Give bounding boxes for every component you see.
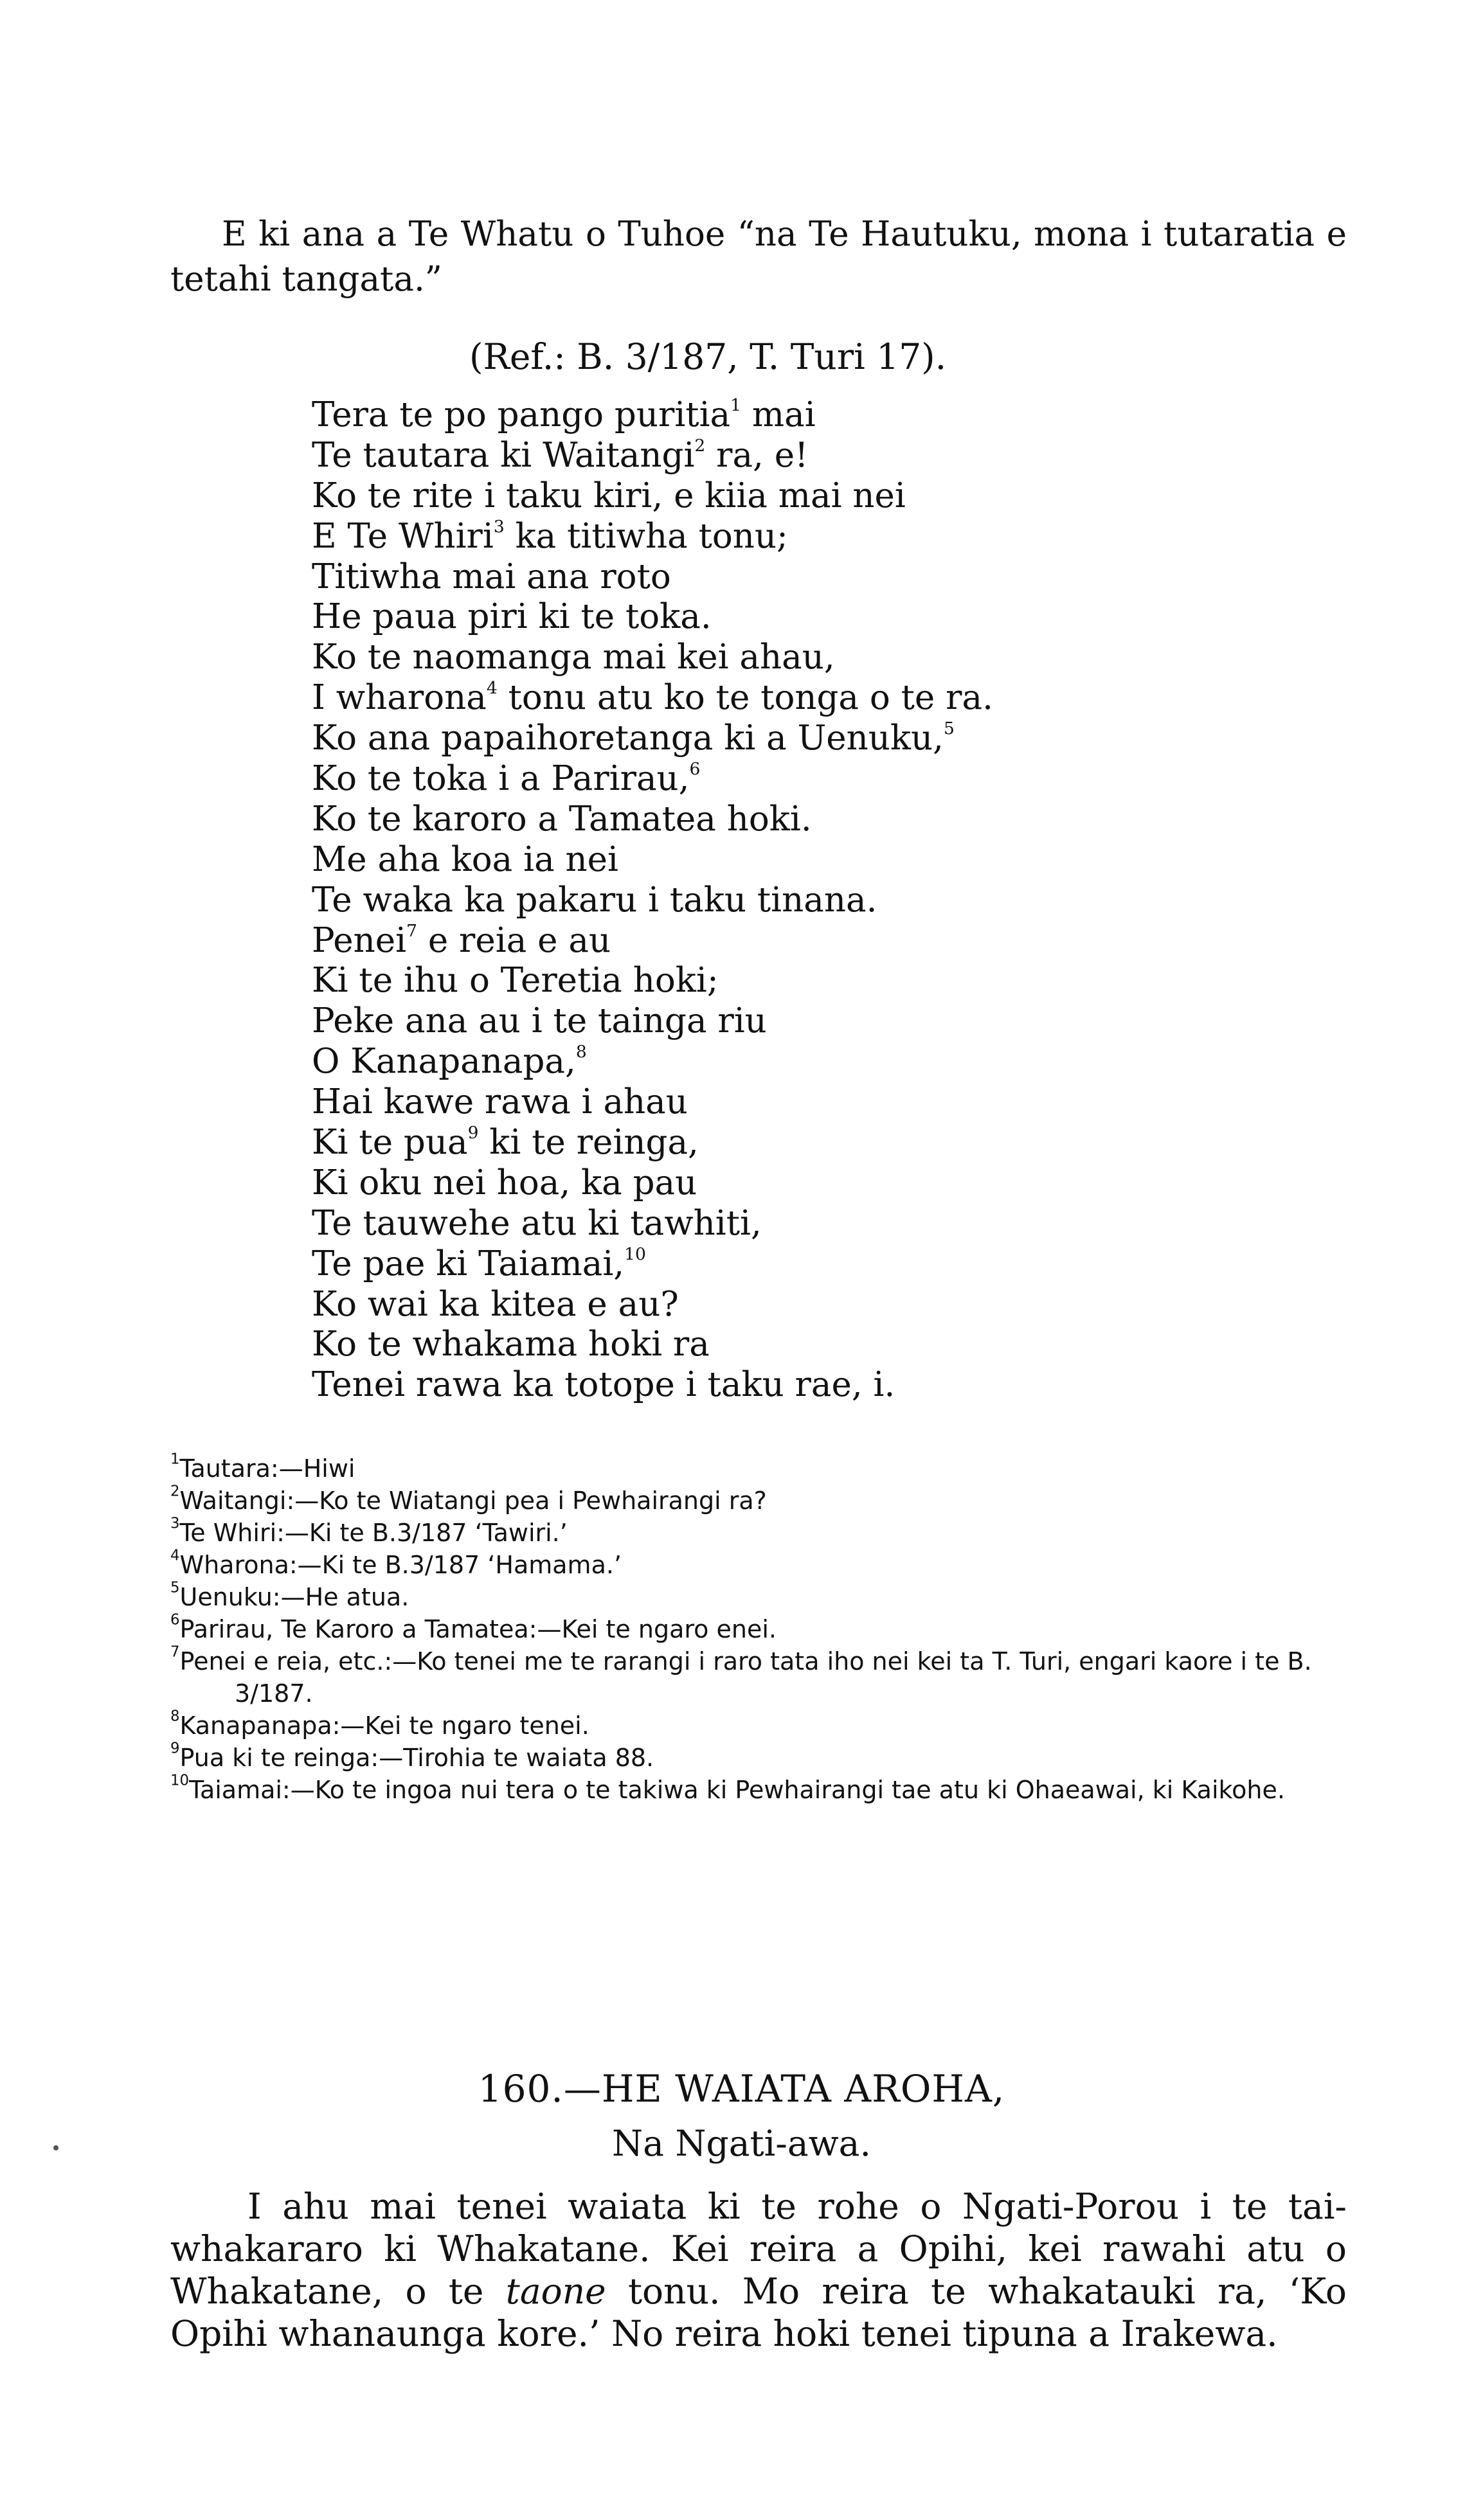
scan-speck bbox=[53, 2145, 58, 2150]
footnote-marker: 6 bbox=[689, 759, 701, 780]
poem-line-text-after: tonu atu ko te tonga o te ra. bbox=[497, 678, 993, 718]
footnote-number: 1 bbox=[170, 1451, 180, 1468]
poem-line-text: Ko te rite i taku kiri, e kiia mai nei bbox=[312, 476, 906, 515]
poem-line bbox=[312, 476, 993, 517]
footnote bbox=[170, 1742, 1347, 1774]
poem-line bbox=[312, 597, 993, 638]
footnote-number: 4 bbox=[170, 1547, 180, 1564]
poem-line-text: Ko ana papaihoretanga ki a Uenuku, bbox=[312, 719, 944, 758]
poem-line bbox=[312, 1001, 993, 1042]
poem-line-text-after: ka titiwha tonu; bbox=[504, 516, 788, 556]
poem-line-text: Penei bbox=[312, 920, 407, 960]
poem-line-text: I wharona bbox=[312, 678, 487, 718]
footnote-number: 9 bbox=[170, 1740, 180, 1757]
footnote-number: 5 bbox=[170, 1579, 180, 1596]
poem-line-text: Me aha koa ia nei bbox=[312, 839, 618, 879]
footnote-text: Waitangi:—Ko te Wiatangi pea i Pewhairangi ra? bbox=[179, 1487, 767, 1515]
poem-line-text: Titiwha mai ana roto bbox=[312, 557, 671, 596]
section-heading: 160.—HE WAIATA AROHA, bbox=[478, 2067, 1005, 2111]
poem-line-text: Tera te po pango puritia bbox=[312, 395, 731, 434]
poem-line-text: Te tautara ki Waitangi bbox=[312, 435, 695, 475]
footnote-text: Tautara:—Hiwi bbox=[179, 1454, 355, 1483]
poem-line bbox=[312, 436, 993, 476]
poem-line-text: Ko te toka i a Parirau, bbox=[312, 759, 690, 799]
footnote bbox=[170, 1549, 1347, 1581]
poem-line-text: Ko te whakama hoki ra bbox=[312, 1325, 710, 1364]
poem-line bbox=[312, 1163, 993, 1204]
footnote-text: Parirau, Te Karoro a Tamatea:—Kei te ngaro enei. bbox=[179, 1615, 777, 1643]
poem bbox=[312, 395, 993, 1406]
poem-line-text-after: e reia e au bbox=[417, 920, 611, 960]
poem-line bbox=[312, 961, 993, 1001]
footnote-text: Wharona:—Ki te B.3/187 ‘Hamama.’ bbox=[179, 1551, 622, 1579]
footnote bbox=[170, 1613, 1347, 1645]
poem-line bbox=[312, 517, 993, 557]
footnote-number: 2 bbox=[170, 1483, 180, 1500]
poem-line-text: Peke ana au i te tainga riu bbox=[312, 1001, 767, 1041]
footnote-number: 10 bbox=[170, 1772, 190, 1789]
footnote-text: Kanapanapa:—Kei te ngaro tenei. bbox=[179, 1711, 589, 1740]
footnote-marker: 3 bbox=[493, 516, 505, 537]
footnote-marker: 2 bbox=[694, 436, 706, 456]
paragraph-text-end: tonu. Mo reira te whakatauki ra, ‘Ko Opihi whanaunga kore.’ No reira hoki tenei tipuna a Irakewa. bbox=[170, 2271, 1347, 2354]
poem-line-text-after: mai bbox=[741, 395, 816, 434]
poem-line bbox=[312, 719, 993, 759]
footnote-marker: 1 bbox=[730, 395, 741, 416]
poem-line-text: Ko wai ka kitea e au? bbox=[312, 1284, 679, 1324]
footnote-marker: 9 bbox=[467, 1123, 479, 1143]
footnote-number: 8 bbox=[170, 1708, 180, 1725]
footnote bbox=[170, 1774, 1347, 1806]
poem-line bbox=[312, 921, 993, 961]
section-paragraph bbox=[170, 2185, 1347, 2355]
poem-line bbox=[312, 1204, 993, 1244]
poem-line bbox=[312, 1365, 993, 1406]
footnote-text: Pua ki te reinga:—Tirohia te waiata 88. bbox=[179, 1744, 654, 1772]
poem-line bbox=[312, 840, 993, 880]
footnote-text: Uenuku:—He atua. bbox=[179, 1583, 409, 1611]
poem-line bbox=[312, 1082, 993, 1123]
paragraph-text-start: I ahu mai tenei waiata ki te rohe o Ngati-Porou i te tai-whakararo ki Whakatane. Kei reira a Opihi, kei rawahi atu o Whakatane, o te bbox=[170, 2186, 1347, 2312]
poem-line-text: Te tauwehe atu ki tawhiti, bbox=[312, 1203, 762, 1243]
poem-line-text: Hai kawe rawa i ahau bbox=[312, 1082, 688, 1122]
poem-line bbox=[312, 759, 993, 800]
poem-line-text: Tenei rawa ka totope i taku rae, i. bbox=[312, 1365, 895, 1405]
paragraph-italic-word: taone bbox=[505, 2271, 606, 2312]
footnote bbox=[170, 1517, 1347, 1549]
footnote-text: Taiamai:—Ko te ingoa nui tera o te takiwa ki Pewhairangi tae atu ki Ohaeawai, ki Kaikohe. bbox=[189, 1776, 1285, 1804]
poem-line-text: He paua piri ki te toka. bbox=[312, 597, 712, 637]
footnote-marker: 7 bbox=[406, 920, 417, 941]
footnote-text: Te Whiri:—Ki te B.3/187 ‘Tawiri.’ bbox=[179, 1519, 568, 1547]
footnote-number: 3 bbox=[170, 1515, 180, 1532]
intro-paragraph: E ki ana a Te Whatu o Tuhoe “na Te Hautuku, mona i tutaratia e tetahi tangata.” bbox=[170, 215, 1347, 299]
footnotes bbox=[170, 1452, 1347, 1806]
footnote-marker: 5 bbox=[944, 719, 955, 739]
poem-line bbox=[312, 395, 993, 436]
footnote-number: 6 bbox=[170, 1611, 180, 1629]
poem-line bbox=[312, 1325, 993, 1365]
footnote bbox=[170, 1452, 1347, 1485]
footnote-marker: 8 bbox=[575, 1042, 587, 1062]
poem-line bbox=[312, 1042, 993, 1082]
poem-line bbox=[312, 800, 993, 840]
footnote bbox=[170, 1645, 1347, 1710]
poem-line bbox=[312, 557, 993, 598]
footnote bbox=[170, 1710, 1347, 1742]
poem-line-text: Ko te karoro a Tamatea hoki. bbox=[312, 799, 812, 839]
poem-line-text-after: ra, e! bbox=[705, 435, 809, 475]
section-subheading: Na Ngati-awa. bbox=[612, 2123, 871, 2164]
poem-line-text: Ki te ihu o Teretia hoki; bbox=[312, 961, 719, 1001]
poem-line-text: Te pae ki Taiamai, bbox=[312, 1244, 625, 1283]
footnote-marker: 4 bbox=[486, 678, 498, 699]
poem-line-text: Ko te naomanga mai kei ahau, bbox=[312, 638, 835, 677]
poem-line-text-after: ki te reinga, bbox=[478, 1123, 699, 1163]
poem-line bbox=[312, 1244, 993, 1285]
poem-line bbox=[312, 880, 993, 921]
poem-line-text: O Kanapanapa, bbox=[312, 1042, 576, 1082]
poem-line-text: Ki te pua bbox=[312, 1123, 468, 1163]
poem-line bbox=[312, 1123, 993, 1163]
poem-line-text: E Te Whiri bbox=[312, 516, 494, 556]
footnote bbox=[170, 1581, 1347, 1613]
footnote bbox=[170, 1485, 1347, 1517]
footnote-marker: 10 bbox=[624, 1244, 646, 1264]
reference-line: (Ref.: B. 3/187, T. Turi 17). bbox=[469, 336, 947, 377]
poem-line-text: Te waka ka pakaru i taku tinana. bbox=[312, 880, 877, 920]
footnote-text: Penei e reia, etc.:—Ko tenei me te rarangi i raro tata iho nei kei ta T. Turi, engari kaore i te B. 3/187. bbox=[179, 1647, 1312, 1708]
poem-line bbox=[312, 638, 993, 678]
footnote-number: 7 bbox=[170, 1643, 180, 1661]
poem-line bbox=[312, 1285, 993, 1325]
poem-line bbox=[312, 678, 993, 719]
poem-line-text: Ki oku nei hoa, ka pau bbox=[312, 1163, 697, 1202]
